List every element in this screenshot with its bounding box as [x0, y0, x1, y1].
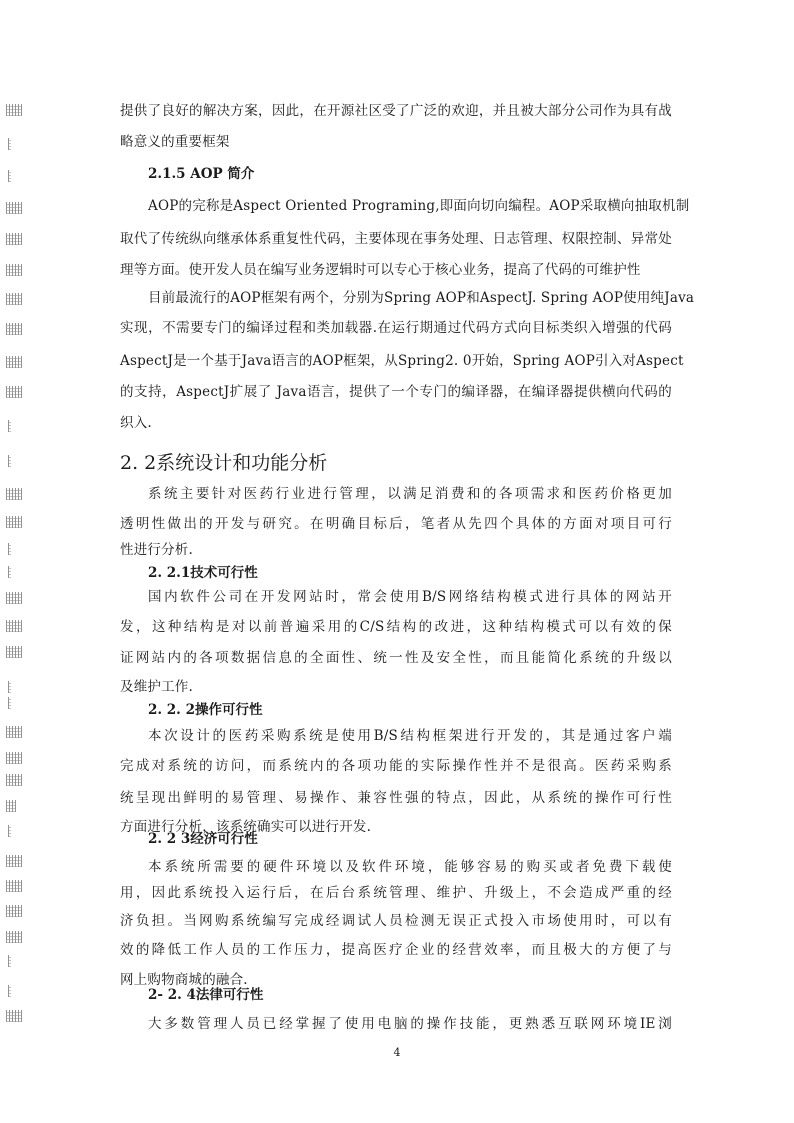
page-number: 4 — [393, 1046, 401, 1059]
body-text-line: 的支持，AspectJ扩展了 Java语言，提供了一个专门的编译器，在编译器提供横向代码的 — [120, 384, 672, 400]
body-text-line: 提供了良好的解决方案，因此，在开源社区受了广泛的欢迎，并且被大部分公司作为具有战 — [120, 103, 672, 119]
scan-artifact-mark — [6, 233, 22, 245]
body-text-line: 本次设计的医药采购系统是使用B/S结构框架进行开发的，其是通过客户端 — [148, 728, 672, 744]
subsection-heading: 2. 2.1技术可行性 — [148, 565, 258, 581]
scan-artifact-mark — [6, 880, 22, 892]
scan-artifact-mark — [6, 931, 22, 943]
scan-artifact-mark — [8, 455, 11, 467]
body-text-line: 统呈现出鲜明的易管理、易操作、兼容性强的特点，因此，从系统的操作可行性 — [120, 790, 672, 806]
body-text-line: 网上购物商城的融合. — [120, 972, 248, 988]
scan-artifact-mark — [6, 800, 16, 812]
body-text-line: 大多数管理人员已经掌握了使用电脑的操作技能，更熟悉互联网环境IE浏 — [148, 1016, 672, 1032]
scan-artifact-mark — [8, 697, 11, 709]
scan-artifact-mark — [6, 592, 22, 604]
scan-artifact-mark — [6, 726, 22, 738]
body-text-line: 方面进行分析，该系统确实可以进行开发. — [120, 819, 372, 835]
scan-artifact-mark — [8, 681, 11, 693]
body-text-line: 实现，不需要专门的编译过程和类加载器.在运行期通过代码方式向目标类织入增强的代码 — [120, 320, 672, 336]
body-text-line: AOP的完称是Aspect Oriented Programing,即面向切向编程。AOP采取横向抽取机制 — [148, 198, 690, 214]
body-text-line: 目前最流行的AOP框架有两个，分别为Spring AOP和AspectJ. Spring AOP使用纯Java — [148, 290, 695, 306]
subsection-heading: 2. 2. 2操作可行性 — [148, 702, 263, 718]
body-text-line: AspectJ是一个基于Java语言的AOP框架，从Spring2. 0开始，Spring AOP引入对Aspect — [120, 353, 684, 369]
body-text-line: 及维护工作. — [120, 679, 193, 695]
subsection-heading: 2- 2. 4法律可行性 — [148, 987, 264, 1003]
scan-artifact-mark — [6, 646, 22, 658]
body-text-line: 济负担。当网购系统编写完成经调试人员检测无误正式投入市场使用时，可以有 — [120, 913, 672, 929]
body-text-line: 织入. — [120, 415, 152, 431]
body-text-line: 略意义的重要框架 — [120, 134, 230, 150]
body-text-line: 证网站内的各项数据信息的全面性、统一性及安全性，而且能简化系统的升级以 — [120, 650, 672, 666]
scan-artifact-mark — [6, 356, 22, 368]
section-heading: 2. 2系统设计和功能分析 — [120, 452, 328, 474]
scan-artifact-mark — [6, 323, 22, 335]
scan-artifact-mark — [8, 566, 11, 578]
scan-artifact-mark — [8, 985, 11, 997]
body-text-line: 透明性做出的开发与研究。在明确目标后，笔者从先四个具体的方面对项目可行 — [120, 516, 672, 532]
scan-artifact-mark — [6, 774, 22, 786]
body-text-line: 系统主要针对医药行业进行管理，以满足消费和的各项需求和医药价格更加 — [148, 486, 672, 502]
scan-artifact-mark — [6, 386, 22, 398]
scan-artifact-mark — [6, 905, 22, 917]
scan-artifact-mark — [6, 516, 22, 528]
body-text-line: 理等方面。使开发人员在编写业务逻辑时可以专心于核心业务，提高了代码的可维护性 — [120, 262, 641, 278]
body-text-line: 用，因此系统投入运行后，在后台系统管理、维护、升级上，不会造成严重的经 — [120, 885, 672, 901]
scan-artifact-mark — [8, 543, 11, 555]
scan-artifact-mark — [6, 752, 22, 764]
subsection-heading: 2.1.5 AOP 简介 — [148, 166, 255, 182]
scan-artifact-mark — [8, 170, 11, 182]
scan-artifact-mark — [6, 293, 22, 305]
scan-artifact-mark — [6, 855, 22, 867]
body-text-line: 完成对系统的访问，而系统内的各项功能的实际操作性并不是很高。医药采购系 — [120, 758, 672, 774]
scan-artifact-mark — [8, 420, 11, 432]
scan-artifact-mark — [6, 264, 22, 276]
scan-artifact-mark — [8, 138, 11, 150]
scan-artifact-mark — [6, 488, 22, 500]
body-text-line: 发，这种结构是对以前普遍采用的C/S结构的改进，这种结构模式可以有效的保 — [120, 619, 672, 635]
body-text-line: 本系统所需要的硬件环境以及软件环境，能够容易的购买或者免费下载使 — [148, 859, 672, 875]
scan-artifact-mark — [6, 202, 22, 214]
scan-artifact-mark — [8, 955, 11, 967]
subsection-heading: 2. 2 3经济可行性 — [148, 831, 258, 847]
scan-artifact-mark — [6, 1010, 22, 1022]
body-text-line: 效的降低工作人员的工作压力，提高医疗企业的经营效率，而且极大的方便了与 — [120, 942, 672, 958]
body-text-line: 取代了传统纵向继承体系重复性代码，主要体现在事务处理、日志管理、权限控制、异常处 — [120, 231, 672, 247]
scan-artifact-mark — [6, 620, 22, 632]
body-text-line: 国内软件公司在开发网站时，常会使用B/S网络结构模式进行具体的网站开 — [148, 589, 672, 605]
scan-artifact-mark — [8, 825, 11, 837]
scan-artifact-mark — [6, 104, 22, 116]
body-text-line: 性进行分析. — [120, 542, 193, 558]
